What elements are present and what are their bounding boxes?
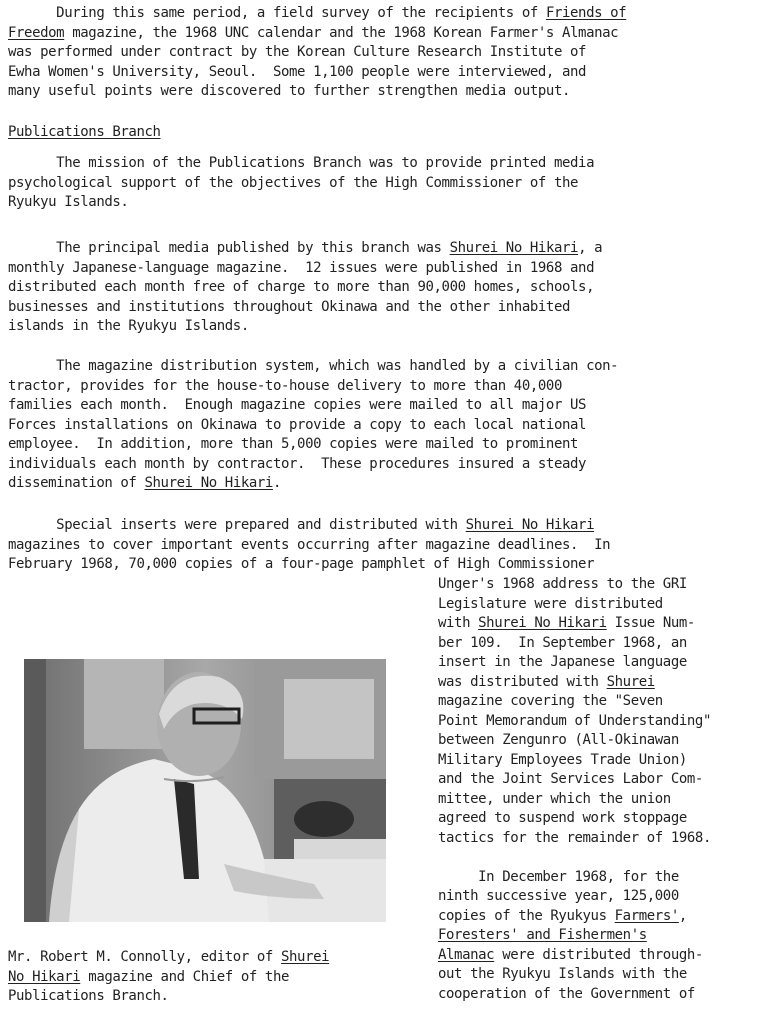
text-run: Legislature were distributed [438, 595, 663, 612]
text-run: In December 1968, for the [438, 868, 679, 885]
underlined-title: Shurei No Hikari [144, 475, 273, 491]
text-run: ber 109. In September 1968, an [438, 634, 687, 651]
text-line [8, 298, 760, 318]
text-line [438, 575, 764, 595]
paragraph-distribution [8, 357, 760, 494]
text-line [8, 4, 760, 24]
text-line [8, 43, 760, 63]
text-run: was distributed with [438, 673, 607, 690]
text-line [438, 829, 764, 849]
text-line [8, 357, 760, 377]
text-line [438, 634, 764, 654]
text-run: families each month. Enough magazine copies were mailed to all major US [8, 397, 587, 413]
text-line [8, 416, 760, 436]
text-run: and the Joint Services Labor Com- [438, 771, 703, 787]
text-line [438, 809, 764, 829]
text-run: agreed to suspend work stoppage [438, 810, 687, 826]
text-line [438, 653, 764, 673]
text-line [438, 751, 764, 771]
text-run: ninth successive year, 125,000 [438, 888, 679, 904]
text-run: . [272, 475, 281, 491]
text-run: magazine and Chief of the [80, 968, 290, 985]
text-run: businesses and institutions throughout Okinawa and the other inhabited [8, 298, 571, 315]
text-run: , [678, 907, 687, 924]
text-line [8, 174, 760, 194]
underlined-title: Shurei [280, 949, 330, 965]
text-run: insert in the Japanese language [438, 654, 687, 670]
text-run: During this same period, a field survey of the recipients of [8, 5, 546, 21]
paragraph-field-survey [8, 4, 760, 102]
text-line [438, 887, 764, 907]
text-line [8, 259, 760, 279]
text-run: were distributed through- [494, 946, 703, 963]
text-run: distributed each month free of charge to more than 90,000 homes, schools, [8, 279, 595, 295]
text-line [8, 474, 760, 494]
underlined-title: Foresters' and Fishermen's [438, 927, 647, 943]
text-line [438, 907, 764, 927]
text-run: employee. In addition, more than 5,000 copies were mailed to prominent [8, 436, 579, 452]
text-run: between Zengunro (All-Okinawan [438, 732, 679, 748]
text-run: Forces installations on Okinawa to provide a copy to each local national [8, 416, 587, 433]
text-line [438, 848, 764, 868]
text-run: psychological support of the objectives of the High Commissioner of the [8, 174, 579, 191]
text-line [438, 595, 764, 615]
text-run: Publications Branch. [8, 988, 169, 1004]
text-line [8, 968, 418, 988]
text-run: individuals each month by contractor. These procedures insured a steady [8, 455, 587, 472]
text-line [8, 377, 760, 397]
text-run: Ryukyu Islands. [8, 194, 129, 210]
text-run: magazines to cover important events occurring after magazine deadlines. In [8, 536, 611, 553]
text-line [438, 614, 764, 634]
text-line [8, 239, 760, 259]
text-line [8, 396, 760, 416]
text-line [438, 790, 764, 810]
text-line [438, 770, 764, 790]
right-column-text [438, 575, 764, 1004]
text-line [8, 555, 760, 575]
text-line [8, 536, 760, 556]
underlined-title: Friends of [545, 5, 627, 21]
text-run: Special inserts were prepared and distributed with [8, 517, 466, 533]
text-run: The magazine distribution system, which was handled by a civilian con- [8, 358, 619, 374]
text-run: The principal media published by this branch was [8, 240, 450, 256]
text-line [8, 63, 760, 83]
text-run: Point Memorandum of Understanding" [438, 712, 711, 729]
text-run: many useful points were discovered to further strengthen media output. [8, 83, 571, 99]
text-line [8, 516, 760, 536]
text-run: mittee, under which the union [438, 790, 671, 807]
photo-caption [8, 948, 418, 1007]
text-run: out the Ryukyu Islands with the [438, 966, 687, 982]
text-run: , a [578, 240, 603, 256]
text-run: Mr. Robert M. Connolly, editor of [8, 949, 281, 965]
text-line [8, 24, 760, 44]
text-line [438, 926, 764, 946]
underlined-title: Shurei [606, 673, 655, 690]
text-line [438, 673, 764, 693]
text-line [8, 82, 760, 102]
text-line [8, 278, 760, 298]
text-run: The mission of the Publications Branch was to provide printed media [8, 155, 595, 171]
text-run: with [438, 615, 479, 631]
text-run: monthly Japanese-language magazine. 12 issues were published in 1968 and [8, 259, 595, 276]
text-line [8, 455, 760, 475]
paragraph-mission [8, 154, 760, 213]
text-line [8, 154, 760, 174]
section-heading-text: Publications Branch [8, 124, 161, 140]
text-line [8, 317, 760, 337]
underlined-title: Almanac [438, 946, 495, 963]
text-run: copies of the Ryukyus [438, 907, 615, 924]
text-line [8, 435, 760, 455]
text-run: magazine covering the "Seven [438, 693, 663, 709]
text-run: dissemination of [8, 475, 145, 491]
underlined-title: No Hikari [8, 968, 81, 985]
text-line [438, 692, 764, 712]
text-run: magazine, the 1968 UNC calendar and the 1968 Korean Farmer's Almanac [64, 24, 619, 41]
underlined-title: Shurei No Hikari [465, 517, 595, 533]
text-run: tactics for the remainder of 1968. [438, 829, 711, 846]
text-run: tractor, provides for the house-to-house delivery to more than 40,000 [8, 377, 562, 394]
section-heading [8, 123, 760, 143]
photo-illustration [24, 659, 386, 922]
paragraph-principal-media [8, 239, 760, 337]
text-run: Ewha Women's University, Seoul. Some 1,100 people were interviewed, and [8, 63, 587, 80]
text-run: Military Employees Trade Union) [438, 751, 687, 768]
text-line [8, 987, 418, 1007]
underlined-title: Freedom [8, 24, 65, 41]
text-line [8, 193, 760, 213]
text-run: was performed under contract by the Korean Culture Research Institute of [8, 44, 587, 60]
underlined-title: Shurei No Hikari [478, 615, 607, 631]
text-line [438, 965, 764, 985]
text-run: February 1968, 70,000 copies of a four-page pamphlet of High Commissioner [8, 556, 595, 572]
text-run: islands in the Ryukyu Islands. [8, 318, 249, 334]
text-run: Unger's 1968 address to the GRI [438, 576, 687, 592]
text-line [438, 946, 764, 966]
underlined-title: Shurei No Hikari [449, 240, 579, 256]
text-line [438, 712, 764, 732]
text-line [8, 948, 418, 968]
text-line [438, 985, 764, 1005]
text-run: cooperation of the Government of [438, 985, 695, 1002]
paragraph-special-inserts [8, 516, 760, 575]
text-line [438, 731, 764, 751]
underlined-title: Farmers' [614, 907, 679, 924]
text-run: Issue Num- [606, 615, 695, 631]
photo-robert-connolly [24, 659, 386, 922]
text-line [438, 868, 764, 888]
